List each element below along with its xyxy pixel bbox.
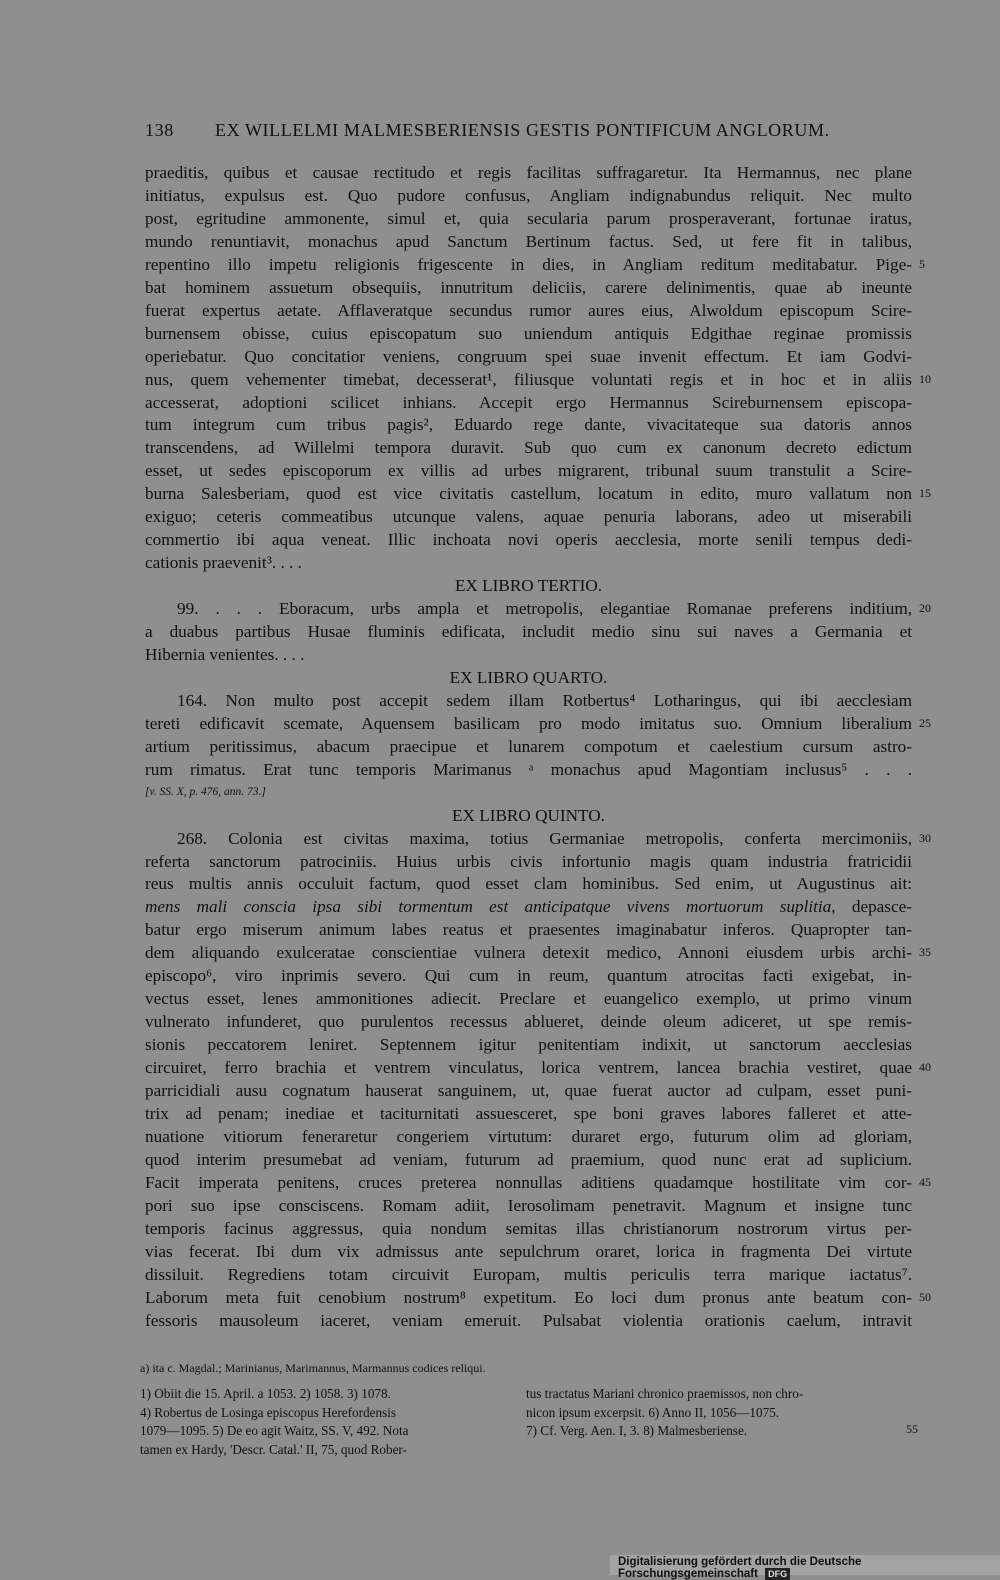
text-line: esset, ut sedes episcoporum ex villis ad urbes migrarent, tribunal suum transtulit a Scire- <box>145 461 912 481</box>
quotation: mens mali conscia ipsa sibi tormentum est anticipatque vivens mortuorum suplitia <box>145 897 832 917</box>
text-line: tereti edificavit scemate, Aquensem basilicam pro modo imitatus suo. Omnium liberalium <box>145 713 912 733</box>
line-number: 35 <box>919 945 931 960</box>
text-line: mens mali conscia ipsa sibi tormentum est anticipatque vivens mortuorum suplitia, depasce- <box>145 897 912 917</box>
line-number: 10 <box>919 371 931 386</box>
text-line: cationis praevenit³. . . . <box>145 553 302 573</box>
section-heading: EX LIBRO QUARTO. <box>449 667 608 687</box>
text-line: Hibernia venientes. . . . <box>145 644 305 664</box>
footnote-line: tamen ex Hardy, 'Descr. Catal.' II, 75, quod Rober- <box>140 1441 407 1457</box>
text-line: post, egritudine ammonente, simul et, quia secularia parum prosperaverant, fortunae iratus, <box>145 208 912 228</box>
text-line: commertio ibi aqua veneat. Illic inchoata novi operis aecclesia, morte senili tempus dedi- <box>145 530 912 550</box>
footnote-line: 7) Cf. Verg. Aen. I, 3. 8) Malmesberiense. <box>526 1423 748 1438</box>
text-line: burnensem obisse, cuius episcopatum suo uniendum antiquis Edgithae reginae promissis <box>145 323 912 343</box>
text-line: artium peritissimus, abacum praecipue et lunarem compotum et caelestium cursum astro- <box>145 736 912 756</box>
text-line: vulnerato infunderet, quo purulentos recessus ablueret, deinde oleum adiceret, ut spe remis- <box>145 1012 912 1032</box>
footnote-line: tus tractatus Mariani chronico praemissos, non chro- <box>526 1386 804 1401</box>
text-line: a duabus partibus Husae fluminis edificata, includit medio sinu sui naves a Germania et <box>145 622 912 641</box>
line-number: 45 <box>919 1174 931 1189</box>
text-line: Facit imperata penitens, cruces preterea nonnullas aditiens quadamque hostilitate vim cor- <box>145 1172 912 1192</box>
text-line: repentino illo impetu religionis frigescente in dies, in Angliam reditum meditabatur. Pige- <box>145 254 912 274</box>
text-line: fessoris mausoleum iaceret, veniam emeruit. Pulsabat violentia orationis caelum, intravit <box>145 1310 912 1330</box>
text-line: transcendens, ad Willelmi tempora duravit. Sub quo cum ex canonum decreto edictum <box>145 438 912 458</box>
section-heading: EX LIBRO QUINTO. <box>452 805 605 825</box>
text-line: pori suo ipse consciscens. Romam adiit, Ierosolimam penetravit. Magnum et insigne tunc <box>145 1195 912 1215</box>
text-line: dem aliquando exulceratae conscientiae vulnera detexit medico, Annoni eiusdem urbis archi- <box>145 943 912 963</box>
footnote-line: nicon ipsum excerpsit. 6) Anno II, 1056—1075. <box>526 1404 780 1420</box>
text-line: Laborum meta fuit cenobium nostrum⁸ expetitum. Eo loci dum pronus ante beatum con- <box>145 1287 912 1307</box>
text-line: accesserat, adoptioni scilicet inhians. Accepit ergo Hermannus Scireburnensem episcopa- <box>145 392 912 412</box>
text-line: fuerat expertus aetate. Afflaveratque secundus rumor aures eius, Alwoldum episcopum Scire- <box>145 300 912 320</box>
text-line: parricidiali ausu cognatum hauserat sanguinem, ut, quae fuerat auctor ad culpam, esset puni- <box>145 1081 912 1100</box>
dfg-logo: DFG <box>765 1568 790 1580</box>
text-line: 164. Non multo post accepit sedem illam Rotbertus⁴ Lotharingus, qui ibi aecclesiam <box>177 690 912 710</box>
text-line: burna Salesberiam, quod est vice civitatis castellum, locatum in edito, muro vallatum non <box>145 484 912 504</box>
text-line: dissiluit. Regrediens totam circuivit Europam, multis periculis terra marique iactatus⁷. <box>145 1264 912 1284</box>
footnotes-left <box>140 1385 510 1459</box>
footnote-line: 4) Robertus de Losinga episcopus Herefordensis <box>140 1404 396 1420</box>
text-line: 268. Colonia est civitas maxima, totius Germaniae metropolis, conferta mercimoniis, <box>177 828 912 848</box>
line-number: 20 <box>919 601 931 616</box>
critical-apparatus: a) ita c. Magdal.; Marinianus, Marimannus, Marmannus codices reliqui. <box>140 1361 486 1375</box>
footnote-line: 1079—1095. 5) De eo agit Waitz, SS. V, 492. Nota <box>140 1423 409 1438</box>
text-line: [v. SS. X, p. 476, ann. 73.] <box>145 785 266 798</box>
line-number: 25 <box>919 715 931 730</box>
line-number: 50 <box>919 1289 931 1304</box>
text-line: bat hominem assuetum obsequiis, innutritum deliciis, carere delinimentis, quae ab ineunte <box>145 277 912 297</box>
text-line: nuatione vitiorum feneraretur congeriem virtutum: duraret ergo, futurum olim ad gloriam, <box>145 1126 912 1146</box>
running-header <box>145 120 905 144</box>
text-line: initiatus, expulsus est. Quo pudore confusus, Angliam indignabundus reliquit. Nec multo <box>145 185 912 205</box>
footnote-line: 1) Obiit die 15. April. a 1053. 2) 1058. 3) 1078. <box>140 1386 391 1401</box>
text-line: praeditis, quibus et causae rectitudo et regis facilitas suffragaretur. Ita Hermannus, nec plane <box>145 163 912 182</box>
dfg-credit <box>610 1555 1000 1580</box>
text-line: tum integrum cum tribus pagis², Eduardo rege dante, vivacitateque sua datoris annos <box>145 415 912 435</box>
line-number: 5 <box>919 256 925 271</box>
text-line: reus multis annis occuluit factum, quod esset clam hominibus. Sed enim, ut Augustinus ait: <box>145 874 912 894</box>
text-line: vectus esset, lenes ammonitiones adiecit. Preclare et euangelico exemplo, ut primo vinum <box>145 989 912 1009</box>
text-line: 99. . . . Eboracum, urbs ampla et metropolis, elegantiae Romanae preferens inditium, <box>177 599 912 619</box>
text-line: trix ad penam; inediae et taciturnitati assuesceret, spe boni graves labores falleret et atte- <box>145 1103 912 1123</box>
text-line: episcopo⁶, viro inprimis severo. Qui cum in reum, quantum atrocitas facti exigebat, in- <box>145 966 912 986</box>
text-line: temporis facinus aggressus, quia nondum semitas illas christianorum nostrorum virtus per- <box>145 1218 912 1238</box>
text-line: operiebatur. Quo concitatior veniens, congruum spei suae invenit effectum. Et iam Godvi- <box>145 346 912 366</box>
page-number: 138 <box>145 120 174 140</box>
text-line: rum rimatus. Erat tunc temporis Marimanus ᵃ monachus apud Magontiam inclusus⁵ . . . <box>145 759 912 779</box>
running-title: EX WILLELMI MALMESBERIENSIS GESTIS PONTIFICUM ANGLORUM. <box>215 120 830 140</box>
line-number: 30 <box>919 830 931 845</box>
credit-text: Digitalisierung gefördert durch die Deutsche Forschungsgemeinschaft <box>618 1556 862 1580</box>
text-line: quod interim presumebat ad veniam, futurum ad praemium, quod nunc erat ad suplicium. <box>145 1149 912 1169</box>
text-line: exiguo; ceteris commeatibus utcunque valens, aquae penuria laborans, adeo ut miserabili <box>145 507 912 527</box>
text-line: batur ergo miserum animum labes reatus et praesentes imaginabatur inferos. Quapropter tan- <box>145 920 912 940</box>
text-line: referta sanctorum patrociniis. Huius urbis civis infortunio magis quam industria fratricidii <box>145 851 912 871</box>
footnotes-right <box>526 1385 908 1441</box>
section-heading: EX LIBRO TERTIO. <box>454 576 603 596</box>
line-number: 15 <box>919 486 931 501</box>
text-line: mundo renuntiavit, monachus apud Sanctum Bertinum factus. Sed, ut fere fit in talibus, <box>145 231 912 251</box>
text-line: vias fecerat. Ibi dum vix admissus ante sepulchrum oraret, lorica in fragmenta Dei virtute <box>145 1241 912 1261</box>
text-line: circuiret, ferro brachia et ventrem vinculatus, lorica ventrem, lancea brachia vestiret, quae <box>145 1058 912 1078</box>
line-number: 40 <box>919 1060 931 1075</box>
footnote-line-number: 55 <box>906 1422 918 1436</box>
text-line: nus, quem vehementer timebat, decesserat¹, filiusque voluntati regis et in hoc et in aliis <box>145 369 912 389</box>
text-line: sionis peccatorem leniret. Septennem igitur penitentiam indixit, ut sanctorum aecclesias <box>145 1035 912 1055</box>
